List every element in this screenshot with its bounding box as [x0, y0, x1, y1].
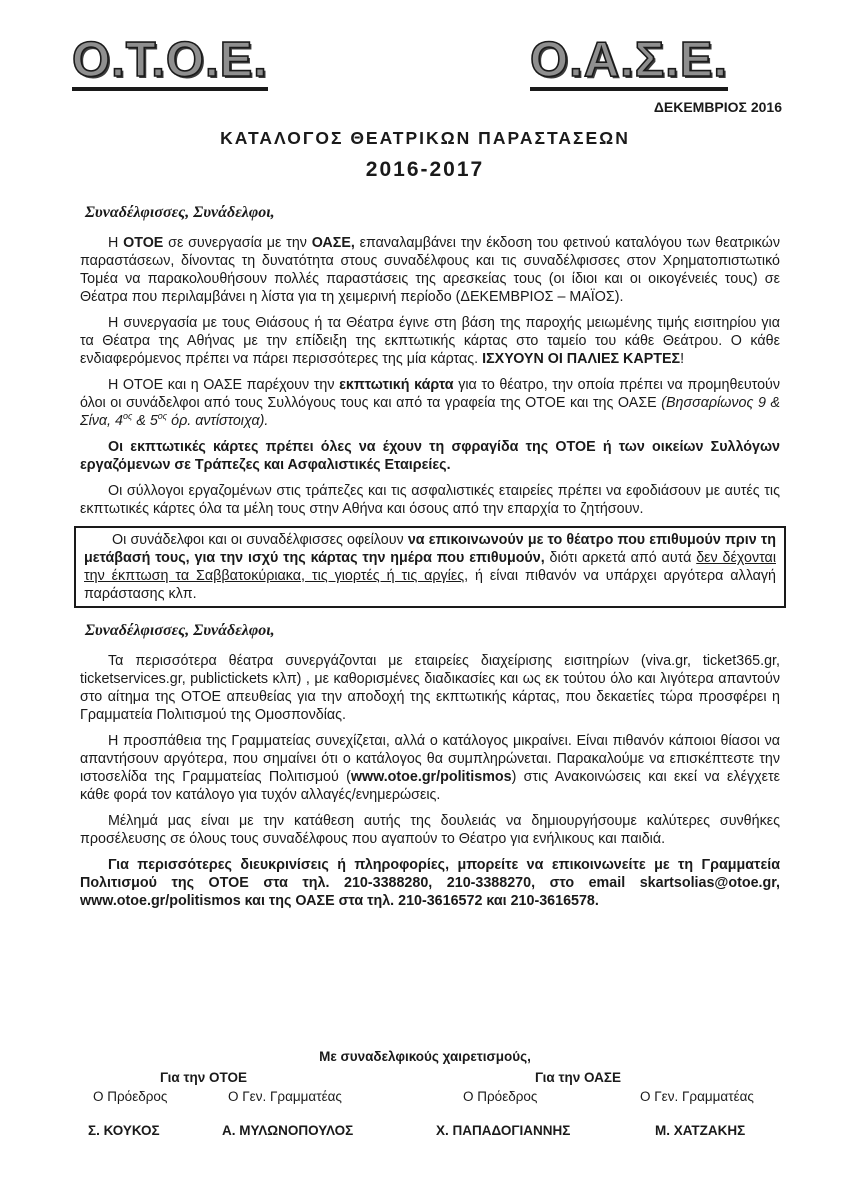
greeting: Συναδέλφισσες, Συνάδελφοι, — [85, 204, 275, 221]
paragraph-intro: Η ΟΤΟΕ σε συνεργασία με την ΟΑΣΕ, επαναλαμβάνει την έκδοση του φετινού καταλόγου των θεατρικών παραστάσεων, δίνοντας τη δυνατότητα στους συναδέλφους και τις συναδέλφισσες στον Χρηματοπιστωτικό Τομέα να παρακολουθήσουν πολλές παραστάσεις της αρεσκείας τους (οι ίδιοι και οι οικογένειές τους) σε Θέατρα που περιλαμβάνει η λίστα για τη χειμερινή περίοδο (ΔΕΚΕΜΒΡΙΟΣ – ΜΑΪΟΣ). — [80, 235, 780, 305]
important-notice-box — [74, 526, 786, 608]
oase-logo-heading: Ο.Α.Σ.Ε. — [530, 34, 728, 91]
paragraph-stamp-notice: Οι εκπτωτικές κάρτες πρέπει όλες να έχουν τη σφραγίδα της ΟΤΟΕ ή των οικείων Συλλόγων εργαζόμενων σε Τράπεζες και Ασφαλιστικές Εταιρείες. — [80, 439, 780, 473]
signature-name-secretary-oase: Μ. ΧΑΤΖΑΚΗΣ — [655, 1123, 746, 1138]
signature-name-president-otoe: Σ. ΚΟΥΚΟΣ — [88, 1123, 160, 1138]
otoe-logo-heading: Ο.Τ.Ο.Ε. — [72, 34, 268, 91]
notice-text: Οι συνάδελφοι και οι συναδέλφισσες οφείλουν να επικοινωνούν με το θέατρο που επιθυμούν πριν τη μετάβασή τους, για την ισχύ της κάρτας την ημέρα που επιθυμούν, διότι αρκετά από αυτά δεν δέχονται την έκπτωση τα Σαββατοκύριακα, τις γιορτές ή τις αργίες, ή είναι πιθανόν να υπάρχει αργότερα αλλαγή παράστασης κλπ. — [84, 532, 777, 602]
document-year: 2016-2017 — [365, 158, 485, 181]
paragraph-goal: Μέλημά μας είναι με την κατάθεση αυτής της δουλειάς να δημιουργήσουμε καλύτερες συνθήκες προσέλευσης σε όλους τους συναδέλφους που αγαπούν το Θέατρο για ενήλικους και παιδιά. — [80, 813, 780, 847]
paragraph-ticketing: Τα περισσότερα θέατρα συνεργάζονται με εταιρείες διαχείρισης εισιτηρίων (viva.gr, ticket365.gr, ticketservices.gr, publictickets κλπ) , με καθορισμένες διαδικασίες και ως εκ τούτου όλο και λιγότερα απαντούν στο αίτημα της ΟΤΟΕ απευθείας για την αποδοχή της εκπτωτικής κάρτας, που δεκαετίες τώρα προσφέρει η Γραμματεία Πολιτισμού της Ομοσπονδίας. — [80, 653, 780, 723]
letter-body — [80, 204, 780, 918]
signature-role-secretary-oase: Ο Γεν. Γραμματέας — [640, 1089, 754, 1104]
signature-oase-label: Για την ΟΑΣΕ — [535, 1070, 622, 1085]
document-title: ΚΑΤΑΛΟΓΟΣ ΘΕΑΤΡΙΚΩΝ ΠΑΡΑΣΤΑΣΕΩΝ — [220, 128, 630, 148]
document-date: ΔΕΚΕΜΒΡΙΟΣ 2016 — [653, 99, 782, 115]
signature-otoe-label: Για την ΟΤΟΕ — [160, 1070, 248, 1085]
paragraph-cooperation: Η συνεργασία με τους Θιάσους ή τα Θέατρα έγινε στη βάση της παροχής μειωμένης τιμής εισιτηρίου για τα Θέατρα της Αθήνας με την επίδειξη της εκπτωτικής κάρτας στο ταμείο του κάθε Θεάτρου. Ο κάθε ενδιαφερόμενος πρέπει να πάρει περισσότερες της μία κάρτας. ΙΣΧΥΟΥΝ ΟΙ ΠΑΛΙΕΣ ΚΑΡΤΕΣ! — [80, 315, 780, 367]
signature-role-president-otoe: Ο Πρόεδρος — [93, 1089, 168, 1104]
signature-name-president-oase: Χ. ΠΑΠΑΔΟΓΙΑΝΝΗΣ — [436, 1123, 571, 1138]
paragraph-unions: Οι σύλλογοι εργαζομένων στις τράπεζες και τις ασφαλιστικές εταιρείες πρέπει να εφοδιάσουν με αυτές τις εκπτωτικές κάρτες όλα τα μέλη τους στην Αθήνα και όσους από την επαρχία το ζητήσουν. — [80, 483, 780, 517]
signature-role-secretary-otoe: Ο Γεν. Γραμματέας — [228, 1089, 342, 1104]
signature-role-president-oase: Ο Πρόεδρος — [463, 1089, 538, 1104]
paragraph-contact: Για περισσότερες διευκρινίσεις ή πληροφορίες, μπορείτε να επικοινωνείτε με τη Γραμματεία Πολιτισμού της ΟΤΟΕ στα τηλ. 210-3388280, 210-3388270, στο email skartsolias@otoe.gr, www.otoe.gr/politismos και της ΟΑΣΕ στα τηλ. 210-3616572 και 210-3616578. — [80, 857, 780, 909]
paragraph-discount-card: Η ΟΤΟΕ και η ΟΑΣΕ παρέχουν την εκπτωτική κάρτα για το θέατρο, την οποία πρέπει να προμηθευτούν όλοι οι συνάδελφοι από τους Συλλόγους τους και από τα γραφεία της ΟΤΟΕ και της ΟΑΣΕ (Βησσαρίωνος 9 & Σίνα, $4^{o\varsigma}$ & $5^{o\varsigma}$ όρ. αντίστοιχα). — [80, 377, 781, 429]
closing-salutation: Με συναδελφικούς χαιρετισμούς, — [319, 1049, 531, 1064]
signature-name-secretary-otoe: Α. ΜΥΛΩΝΟΠΟΥΛΟΣ — [222, 1123, 354, 1138]
paragraph-website: Η προσπάθεια της Γραμματείας συνεχίζεται, αλλά ο κατάλογος μικραίνει. Είναι πιθανόν κάποιοι θίασοι να απαντήσουν αργότερα, που σημαίνει ότι ο κατάλογος θα συμπληρώνεται. Παρακαλούμε να επισκέπτεστε την ιστοσελίδα της Γραμματείας Πολιτισμού (www.otoe.gr/politismos) στις Ανακοινώσεις και εκεί να ελέγχετε κάθε φορά τον κατάλογο για τυχόν αλλαγές/ενημερώσεις. — [80, 733, 780, 803]
greeting-second: Συναδέλφισσες, Συνάδελφοι, — [85, 622, 275, 639]
